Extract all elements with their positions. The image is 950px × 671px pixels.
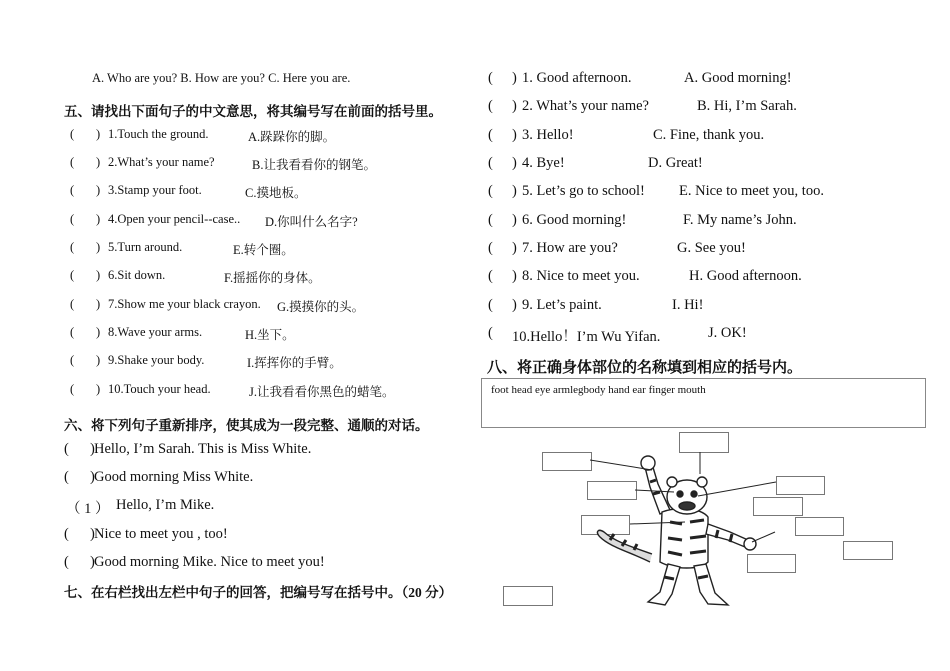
answer-paren-close[interactable]: ) (512, 98, 517, 114)
english-phrase: 3.Stamp your foot. (108, 183, 202, 197)
section7-title-text: 七、在右栏找出左栏中句子的回答，把编号写在括号中。 (64, 585, 402, 601)
order-paren-open[interactable]: ( (64, 526, 69, 542)
answer-paren-close[interactable]: ) (512, 127, 517, 143)
answer-paren-open[interactable]: ( (70, 325, 75, 339)
answer-paren-close[interactable]: ) (96, 183, 101, 197)
order-paren-close[interactable]: ) (90, 554, 95, 570)
question-phrase: 10.Hello！I’m Wu Yifan. (512, 329, 661, 345)
english-phrase: 9.Shake your body. (108, 353, 205, 367)
dialogue-line: Hello, I’m Sarah. This is Miss White. (94, 441, 312, 457)
answer-paren-open[interactable]: ( (488, 240, 493, 256)
label-blank-finger[interactable] (795, 517, 844, 536)
answer-paren-open[interactable]: ( (488, 325, 493, 341)
english-phrase: 10.Touch your head. (108, 382, 211, 396)
answer-paren-open[interactable]: ( (488, 212, 493, 228)
answer-paren-close[interactable]: ) (96, 212, 101, 226)
english-phrase: 7.Show me your black crayon. (108, 297, 261, 311)
order-paren-close[interactable]: ) (90, 469, 95, 485)
question-phrase: 3. Hello! (522, 127, 574, 143)
chinese-meaning: D.你叫什么名字? (265, 215, 358, 229)
answer-paren-close[interactable]: ) (512, 212, 517, 228)
label-blank-head[interactable] (679, 432, 729, 453)
chinese-meaning: E.转个圈。 (233, 243, 294, 257)
label-blank-eye[interactable] (542, 452, 592, 471)
label-blank-mouth[interactable] (776, 476, 825, 495)
dialogue-line: Good morning Miss White. (94, 469, 254, 485)
answer-paren-open[interactable]: ( (70, 297, 75, 311)
answer-paren-open[interactable]: ( (488, 183, 493, 199)
section6-title: 六、将下列句子重新排序，使其成为一段完整、通顺的对话。 (64, 418, 429, 434)
section7-title (64, 581, 452, 601)
answer-phrase: H. Good afternoon. (689, 268, 802, 284)
answer-phrase: C. Fine, thank you. (653, 127, 765, 143)
answer-paren-close[interactable]: ) (96, 297, 101, 311)
answer-paren-open[interactable]: ( (488, 70, 493, 86)
answer-paren-open[interactable]: ( (488, 98, 493, 114)
answer-paren-close[interactable]: ) (512, 268, 517, 284)
english-phrase: 6.Sit down. (108, 268, 166, 282)
order-paren: （ 1 ） (66, 501, 110, 517)
answer-paren-open[interactable]: ( (488, 127, 493, 143)
label-blank-foot[interactable] (503, 586, 553, 606)
answer-phrase: G. See you! (677, 240, 746, 256)
answer-paren-close[interactable]: ) (512, 297, 517, 313)
order-paren-open[interactable]: ( (64, 469, 69, 485)
answer-paren-close[interactable]: ) (96, 240, 101, 254)
answer-paren-open[interactable]: ( (70, 382, 75, 396)
english-phrase: 8.Wave your arms. (108, 325, 203, 339)
order-paren-close[interactable]: ) (90, 441, 95, 457)
order-paren-close[interactable]: ) (90, 526, 95, 542)
order-paren-open[interactable]: ( (64, 441, 69, 457)
question-phrase: 7. How are you? (522, 240, 618, 256)
chinese-meaning: J.让我看看你黑色的蜡笔。 (249, 385, 395, 399)
answer-paren-close[interactable]: ) (96, 382, 101, 396)
question-phrase: 1. Good afternoon. (522, 70, 632, 86)
chinese-meaning: B.让我看看你的钢笔。 (252, 158, 376, 172)
label-blank-body[interactable] (843, 541, 893, 560)
answer-paren-open[interactable]: ( (70, 155, 75, 169)
answer-paren-close[interactable]: ) (96, 268, 101, 282)
chinese-meaning: I.挥挥你的手臂。 (247, 356, 342, 370)
answer-phrase: D. Great! (648, 155, 703, 171)
chinese-meaning: A.跺跺你的脚。 (248, 130, 336, 144)
section5-title: 五、请找出下面句子的中文意思，将其编号写在前面的括号里。 (64, 104, 442, 120)
answer-paren-close[interactable]: ) (96, 353, 101, 367)
answer-paren-close[interactable]: ) (512, 155, 517, 171)
answer-paren-open[interactable]: ( (70, 127, 75, 141)
order-paren-open[interactable]: ( (64, 554, 69, 570)
answer-paren-close[interactable]: ) (512, 240, 517, 256)
chinese-meaning: H.坐下。 (245, 328, 295, 342)
answer-phrase: E. Nice to meet you, too. (679, 183, 824, 199)
answer-phrase: A. Good morning! (684, 70, 792, 86)
answer-paren-open[interactable]: ( (70, 183, 75, 197)
answer-phrase: I. Hi! (672, 297, 704, 313)
answer-paren-open[interactable]: ( (488, 297, 493, 313)
answer-paren-close[interactable]: ) (512, 70, 517, 86)
question-phrase: 8. Nice to meet you. (522, 268, 640, 284)
dialogue-line: Good morning Mike. Nice to meet you! (94, 554, 325, 570)
english-phrase: 5.Turn around. (108, 240, 183, 254)
question-phrase: 9. Let’s paint. (522, 297, 602, 313)
answer-phrase: J. OK! (708, 325, 747, 341)
answer-paren-open[interactable]: ( (70, 268, 75, 282)
section4-options: A. Who are you? B. How are you? C. Here you are. (92, 71, 351, 85)
english-phrase: 2.What’s your name? (108, 155, 215, 169)
answer-paren-close[interactable]: ) (96, 127, 101, 141)
word-bank-text: foot head eye armlegbody hand ear finger mouth (491, 384, 706, 396)
question-phrase: 2. What’s your name? (522, 98, 649, 114)
chinese-meaning: G.摸摸你的头。 (277, 300, 365, 314)
word-bank-box (481, 378, 926, 428)
tiger-illustration (590, 452, 780, 612)
english-phrase: 1.Touch the ground. (108, 127, 209, 141)
answer-phrase: B. Hi, I’m Sarah. (697, 98, 797, 114)
answer-paren-open[interactable]: ( (70, 212, 75, 226)
question-phrase: 5. Let’s go to school! (522, 183, 645, 199)
english-phrase: 4.Open your pencil--case.. (108, 212, 241, 226)
question-phrase: 4. Bye! (522, 155, 565, 171)
answer-paren-open[interactable]: ( (70, 353, 75, 367)
chinese-meaning: F.摇摇你的身体。 (224, 271, 321, 285)
answer-paren-close[interactable]: ) (96, 155, 101, 169)
section7-score: （20 分） (401, 585, 453, 600)
answer-phrase: F. My name’s John. (683, 212, 797, 228)
dialogue-line: Hello, I’m Mike. (116, 497, 215, 513)
question-phrase: 6. Good morning! (522, 212, 627, 228)
section8-title: 八、将正确身体部位的名称填到相应的括号内。 (487, 358, 803, 376)
answer-paren-open[interactable]: ( (488, 268, 493, 284)
answer-paren-open[interactable]: ( (488, 155, 493, 171)
answer-paren-close[interactable]: ) (512, 183, 517, 199)
answer-paren-open[interactable]: ( (70, 240, 75, 254)
answer-paren-close[interactable]: ) (96, 325, 101, 339)
dialogue-line: Nice to meet you , too! (94, 526, 228, 542)
chinese-meaning: C.摸地板。 (245, 186, 307, 200)
